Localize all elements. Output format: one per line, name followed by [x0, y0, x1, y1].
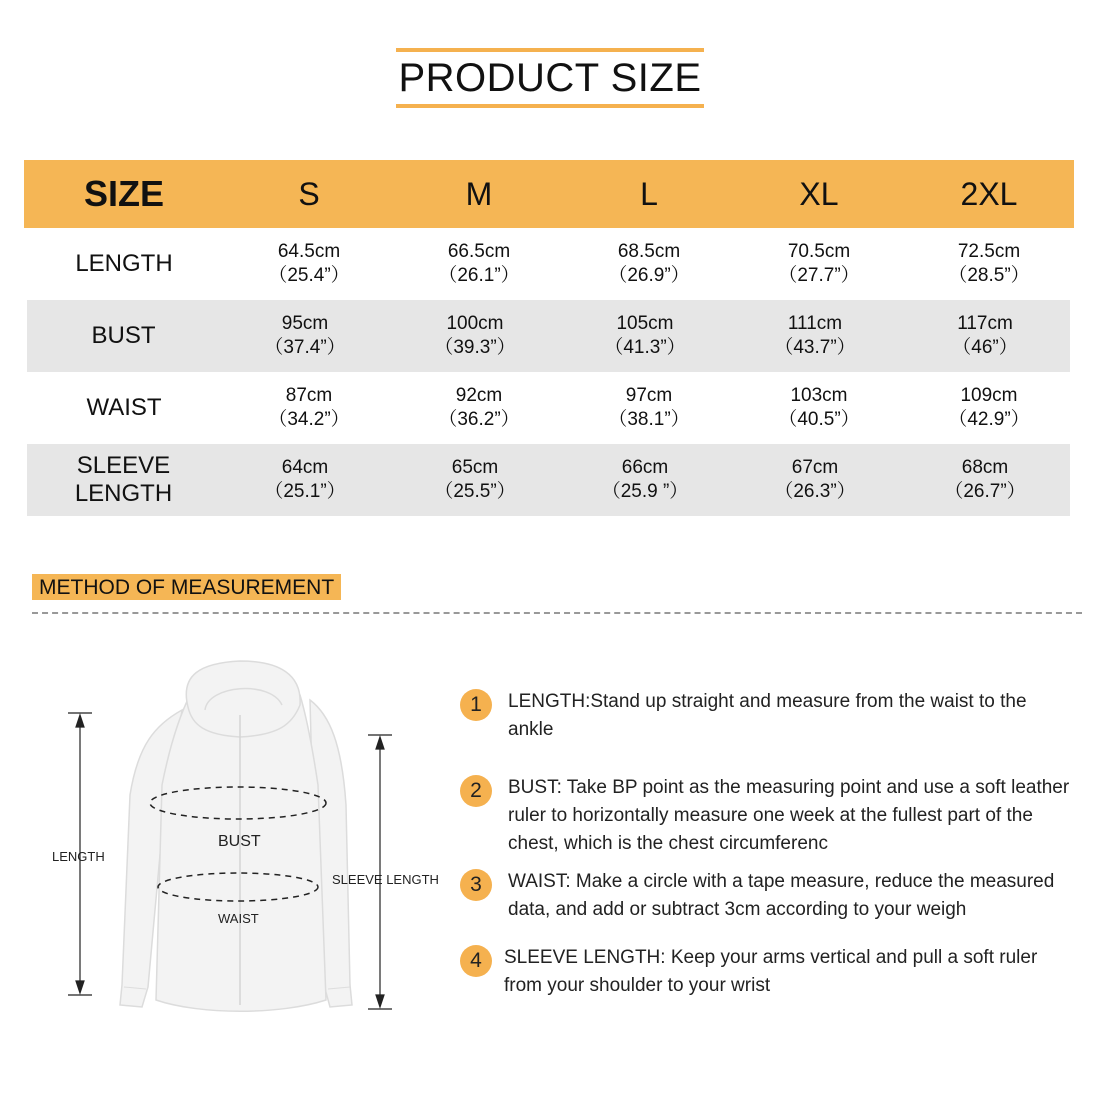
cell-values: [434, 456, 515, 504]
cell-bust-l: [560, 312, 730, 360]
step-text: BUST: Take BP point as the measuring point and use a soft leather ruler to horizontally measure one week at the fullest part of the chest, which is the chest circumferenc: [508, 777, 1070, 854]
cell-sleeve-length-m: [390, 456, 560, 504]
cm-value: 64.5cm: [277, 241, 341, 262]
cm-value: 72.5cm: [957, 241, 1021, 262]
cell-values: [608, 384, 689, 432]
cm-value: 92cm: [455, 385, 503, 406]
length-label: LENGTH: [52, 849, 105, 864]
inch-value: （25.4”）: [268, 265, 350, 286]
row-label: LENGTH: [75, 250, 173, 277]
cell-values: [264, 456, 345, 504]
inch-value: （25.1”）: [264, 481, 346, 502]
table-row-length: [24, 228, 1074, 300]
cell-values: [608, 240, 689, 288]
table-row-waist: [24, 372, 1074, 444]
cell-values: [778, 240, 859, 288]
cell-values: [438, 240, 519, 288]
cm-value: 66.5cm: [447, 241, 511, 262]
step-3: [460, 868, 1080, 924]
step-4: [460, 944, 1080, 1000]
cell-values: [774, 456, 855, 504]
cm-value: 109cm: [960, 385, 1018, 406]
cell-values: [952, 312, 1017, 360]
waist-label: WAIST: [218, 911, 259, 926]
cell-sleeve-length-2xl: [900, 456, 1070, 504]
cell-sleeve-length-xl: [730, 456, 900, 504]
inch-value: （26.7”）: [944, 481, 1026, 502]
inch-value: （28.5”）: [948, 265, 1030, 286]
cell-length-m: [394, 240, 564, 288]
table-row-bust: [27, 300, 1070, 372]
cell-waist-2xl: [904, 384, 1074, 432]
table-row-sleeve-length: [27, 444, 1070, 516]
cell-values: [948, 384, 1029, 432]
step-number: 4: [460, 945, 492, 977]
cm-value: 95cm: [281, 313, 329, 334]
page-title-text: PRODUCT SIZE: [398, 55, 702, 100]
cell-length-2xl: [904, 240, 1074, 288]
cell-bust-m: [390, 312, 560, 360]
row-label: BUST: [91, 322, 156, 349]
inch-value: （25.5”）: [434, 481, 516, 502]
cm-value: 97cm: [625, 385, 673, 406]
cell-values: [604, 312, 685, 360]
cm-value: 70.5cm: [787, 241, 851, 262]
cell-values: [948, 240, 1029, 288]
cell-values: [774, 312, 855, 360]
size-table-header: [24, 160, 1074, 228]
cm-value: 68.5cm: [617, 241, 681, 262]
cell-waist-xl: [734, 384, 904, 432]
inch-value: （36.2”）: [438, 409, 520, 430]
cell-bust-s: [220, 312, 390, 360]
cell-values: [778, 384, 859, 432]
bust-label: BUST: [218, 833, 261, 850]
jacket-diagram: [30, 655, 450, 1035]
cm-value: 105cm: [616, 313, 674, 334]
inch-value: （26.9”）: [608, 265, 690, 286]
step-text: SLEEVE LENGTH: Keep your arms vertical and pull a soft ruler from your shoulder to your wrist: [504, 947, 1038, 996]
inch-value: （46”）: [952, 337, 1018, 358]
cell-length-l: [564, 240, 734, 288]
inch-value: （27.7”）: [778, 265, 860, 286]
cell-values: [438, 384, 519, 432]
divider: [32, 612, 1082, 614]
size-table: [24, 160, 1074, 516]
cell-values: [434, 312, 515, 360]
inch-value: （37.4”）: [264, 337, 346, 358]
cell-values: [268, 240, 349, 288]
step-1: [460, 688, 1050, 744]
cell-values: [944, 456, 1025, 504]
step-text: LENGTH:Stand up straight and measure from the waist to the ankle: [508, 691, 1027, 740]
method-title: METHOD OF MEASUREMENT: [32, 574, 341, 600]
inch-value: （26.3”）: [774, 481, 856, 502]
cell-waist-s: [224, 384, 394, 432]
cm-value: 64cm: [281, 457, 329, 478]
cm-value: 67cm: [791, 457, 839, 478]
inch-value: （25.9 ”）: [601, 481, 689, 502]
inch-value: （42.9”）: [948, 409, 1030, 430]
cell-values: [268, 384, 349, 432]
inch-value: （40.5”）: [778, 409, 860, 430]
step-text: WAIST: Make a circle with a tape measure, reduce the measured data, and add or subtract 3cm according to your weigh: [508, 871, 1055, 920]
inch-value: （39.3”）: [434, 337, 516, 358]
cm-value: 103cm: [790, 385, 848, 406]
cm-value: 65cm: [451, 457, 499, 478]
cell-sleeve-length-l: [560, 456, 730, 504]
row-label: SLEEVE LENGTH: [74, 452, 173, 507]
inch-value: （34.2”）: [268, 409, 350, 430]
step-number: 1: [460, 689, 492, 721]
cm-value: 111cm: [787, 313, 843, 334]
inch-value: （41.3”）: [604, 337, 686, 358]
header-s: S: [298, 176, 320, 212]
cm-value: 68cm: [961, 457, 1009, 478]
page-title: [396, 48, 704, 108]
header-2xl: 2XL: [960, 176, 1018, 212]
cell-length-xl: [734, 240, 904, 288]
cm-value: 117cm: [957, 313, 1013, 334]
cell-values: [602, 456, 689, 504]
inch-value: （38.1”）: [608, 409, 690, 430]
cell-sleeve-length-s: [220, 456, 390, 504]
inch-value: （43.7”）: [774, 337, 856, 358]
cell-bust-xl: [730, 312, 900, 360]
header-m: M: [465, 176, 493, 212]
header-xl: XL: [799, 176, 839, 212]
row-label: WAIST: [86, 394, 162, 421]
cell-waist-m: [394, 384, 564, 432]
step-2: [460, 774, 1080, 858]
inch-value: （26.1”）: [438, 265, 520, 286]
cell-waist-l: [564, 384, 734, 432]
cm-value: 66cm: [621, 457, 669, 478]
cell-length-s: [224, 240, 394, 288]
cm-value: 100cm: [446, 313, 504, 334]
step-number: 3: [460, 869, 492, 901]
sleeve-length-label: SLEEVE LENGTH: [332, 872, 439, 887]
cell-values: [264, 312, 345, 360]
cell-bust-2xl: [900, 312, 1070, 360]
header-size: SIZE: [83, 173, 164, 214]
header-l: L: [640, 176, 658, 212]
step-number: 2: [460, 775, 492, 807]
cm-value: 87cm: [285, 385, 333, 406]
